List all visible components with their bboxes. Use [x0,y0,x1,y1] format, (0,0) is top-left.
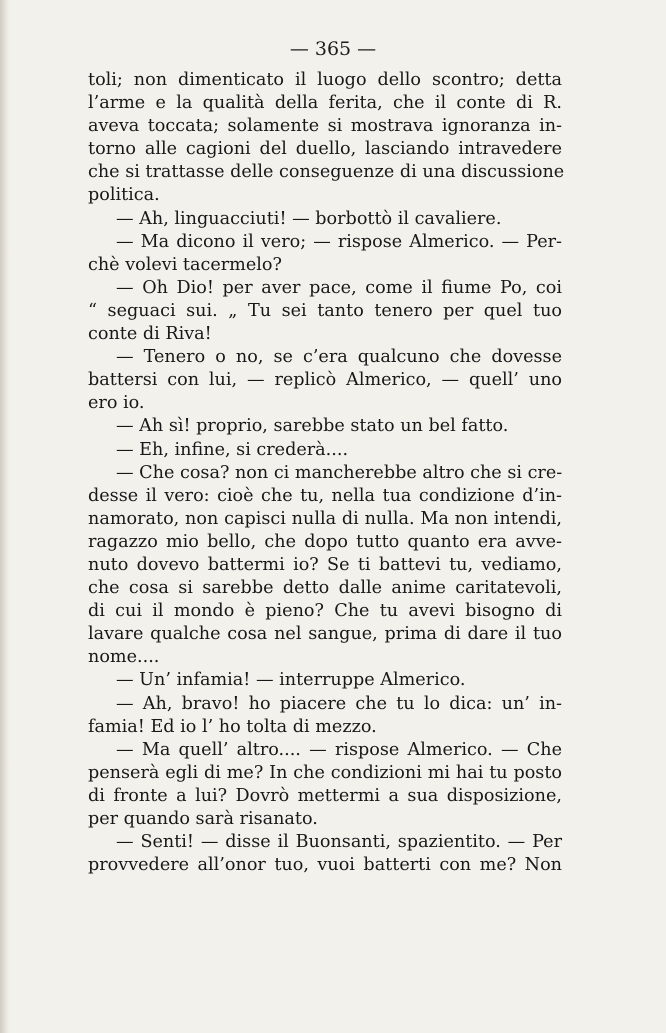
text-line: — Senti! — disse il Buonsanti, spazientito. — Per [116,832,562,853]
text-line: politica. [88,185,160,206]
text-line: che si trattasse delle conseguenze di una discussione [88,162,565,183]
text-line: torno alle cagioni del duello, lasciando intravedere [88,139,562,160]
text-line: — Oh Dio! per aver pace, come il fiume Po, coi [116,277,562,298]
text-line: — Eh, infine, si crederà.... [116,439,349,460]
text-line: chè volevi tacermelo? [88,254,282,275]
text-line: conte di Riva! [88,324,212,345]
text-line: toli; non dimenticato il luogo dello scontro; detta [88,70,562,90]
text-line: battersi con lui, — replicò Almerico, — quell’ uno [88,370,562,391]
text-line: lavare qualche cosa nel sangue, prima di dare il tuo [88,624,562,645]
text-line: — Ah, linguacciuti! — borbottò il cavaliere. [116,208,502,229]
page-text-block [88,69,565,877]
page-number: — 365 — [289,38,377,60]
text-line: famia! Ed io l’ ho tolta di mezzo. [88,716,377,737]
text-line: ragazzo mio bello, che dopo tutto quanto era avve- [88,531,562,552]
text-line: penserà egli di me? In che condizioni mi hai tu posto [88,762,562,783]
text-line: — Ma dicono il vero; — rispose Almerico. — Per- [116,231,562,252]
page-binding-edge [0,0,10,1033]
text-line: — Ah, bravo! ho piacere che tu lo dica: un’ in- [116,693,562,714]
text-line: ero io. [88,393,145,414]
text-line: nome.... [88,647,160,668]
text-line: desse il vero: cioè che tu, nella tua condizione d’in- [88,485,562,506]
text-line: di fronte a lui? Dovrò mettermi a sua disposizione, [88,785,562,806]
text-line: per quando sarà risanato. [88,809,318,829]
text-line: — Un’ infamia! — interruppe Almerico. [116,670,466,691]
text-line: che cosa si sarebbe detto dalle anime caritatevoli, [88,578,562,599]
text-line: “ seguaci sui. „ Tu sei tanto tenero per quel tuo [88,300,562,321]
text-line: — Che cosa? non ci mancherebbe altro che si cre- [116,462,563,483]
text-line: — Ah sì! proprio, sarebbe stato un bel fatto. [116,416,509,437]
text-line: nuto dovevo battermi io? Se ti battevi tu, vediamo, [88,554,562,575]
text-line: — Ma quell’ altro.... — rispose Almerico. — Che [116,739,562,760]
text-line: — Tenero o no, se c’era qualcuno che dovesse [116,347,562,368]
text-line: l’arme e la qualità della ferita, che il conte di R. [88,93,562,114]
text-line: aveva toccata; solamente si mostrava ignoranza in- [88,116,562,137]
text-line: namorato, non capisci nulla di nulla. Ma non intendi, [88,508,562,529]
text-line: di cui il mondo è pieno? Che tu avevi bisogno di [88,601,562,622]
text-line: provvedere all’onor tuo, vuoi batterti con me? Non [88,855,562,876]
